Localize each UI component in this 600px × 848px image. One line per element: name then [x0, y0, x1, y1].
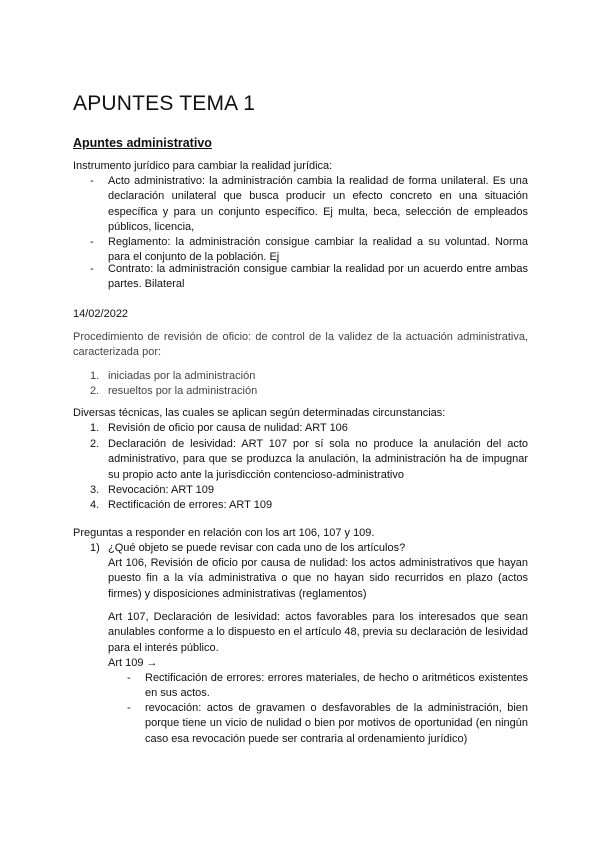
list-item-rectificacion: Rectificación de errores: ART 109: [108, 499, 273, 511]
techniques-intro: Diversas técnicas, las cuales se aplican según determinadas circunstancias:: [73, 407, 446, 419]
list-marker: 2.: [90, 385, 100, 397]
list-item-rectificacion-errores: Rectificación de errores: errores materiales, de hecho o aritméticos existentes en sus actos.: [145, 672, 528, 700]
list-marker: 3.: [90, 484, 100, 496]
list-marker: -: [127, 672, 131, 684]
list-item-resueltos: resueltos por la administración: [108, 385, 258, 397]
questions-intro: Preguntas a responder en relación con los art 106, 107 y 109.: [73, 527, 375, 539]
intro-text: Instrumento jurídico para cambiar la realidad jurídica:: [73, 160, 333, 172]
list-marker: -: [90, 236, 94, 248]
art106-answer: Art 106, Revisión de oficio por causa de nulidad: los actos administrativos que hayan puesto fin a la vía administrativa o que no hayan sido recurridos en plazo (actos firmes) y disposiciones administrativas (reglamentos): [108, 557, 528, 600]
list-marker: 1.: [90, 422, 100, 434]
list-marker: -: [90, 263, 94, 275]
list-item-acto: Acto administrativo: la administración cambia la realidad de forma unilateral. Es una declaración unilateral que busca producir un efecto concreto en una situación específica y para un conjunto específico. Ej multa, beca, selección de empleados públicos, licencia,: [108, 175, 528, 233]
list-item-reglamento: Reglamento: la administración consigue cambiar la realidad a su voluntad. Norma para el conjunto de la población. Ej: [108, 236, 528, 264]
list-marker: 2.: [90, 438, 100, 450]
list-marker: -: [127, 702, 131, 714]
section-heading: Apuntes administrativo: [73, 136, 212, 150]
procedure-text: Procedimiento de revisión de oficio: de control de la validez de la actuación administrativa, caracterizada por:: [73, 331, 528, 359]
art107-answer: Art 107, Declaración de lesividad: actos favorables para los interesados que sean anulables conforme a lo dispuesto en el artículo 48, previa su declaración de lesividad para el interés público.: [108, 611, 528, 654]
list-item-revision: Revisión de oficio por causa de nulidad: ART 106: [108, 422, 348, 434]
page-title: APUNTES TEMA 1: [73, 92, 256, 115]
question-1: ¿Qué objeto se puede revisar con cada uno de los artículos?: [108, 542, 406, 554]
date-text: 14/02/2022: [73, 308, 129, 320]
list-item-revocacion: Revocación: ART 109: [108, 484, 214, 496]
list-item-lesividad: Declaración de lesividad: ART 107 por sí sola no produce la anulación del acto administrativo, para que se produzca la anulación, la administración ha de impugnar su propio acto ante la jurisdicción contencioso-administrativo: [108, 438, 528, 481]
list-marker: -: [90, 175, 94, 187]
list-item-contrato: Contrato: la administración consigue cambiar la realidad por un acuerdo entre ambas partes. Bilateral: [108, 263, 528, 291]
list-marker: 1): [90, 542, 100, 554]
list-item-iniciadas: iniciadas por la administración: [108, 370, 256, 382]
list-item-revocacion-def: revocación: actos de gravamen o desfavorables de la administración, bien porque tiene un vicio de nulidad o bien por motivos de oportunidad (en ningún caso esa revocación puede ser contraria al ordenamiento jurídico): [145, 702, 528, 745]
art109-label: Art 109 →: [108, 657, 158, 669]
list-marker: 1.: [90, 370, 100, 382]
list-marker: 4.: [90, 499, 100, 511]
